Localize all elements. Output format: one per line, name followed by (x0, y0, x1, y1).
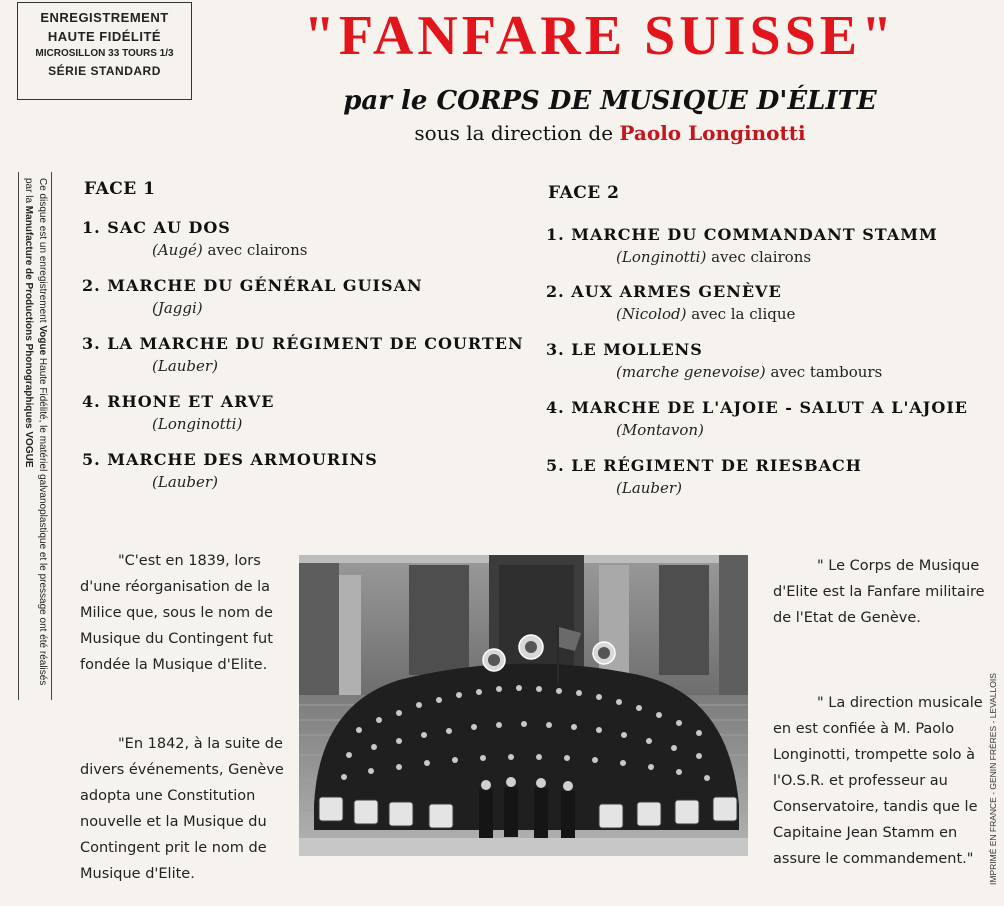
text-line: de l'Etat de Genève. (773, 610, 921, 626)
track-note (82, 239, 307, 261)
text-line: fondée la Musique d'Elite. (80, 657, 268, 673)
text-line: Contingent prit le nom de (80, 840, 267, 856)
face-1-heading: FACE 1 (84, 179, 156, 199)
track-composer: (Lauber) (152, 357, 218, 375)
track-list-item (546, 224, 938, 268)
tech-line-3: MICROSILLON 33 TOURS 1/3 (35, 48, 174, 59)
vertical-credit-text (21, 178, 49, 694)
track-detail: avec clairons (207, 241, 308, 259)
text-line: Conservatoire, tandis que le (773, 799, 978, 815)
track-composer: (Longinotti) (152, 415, 243, 433)
text-line: d'une réorganisation de la (80, 579, 271, 595)
track-composer: (Lauber) (152, 473, 218, 491)
album-subtitle: par le CORPS DE MUSIQUE D'ÉLITE (343, 86, 877, 116)
text-line: Capitaine Jean Stamm en (773, 825, 958, 841)
text-line: adopta une Constitution (80, 788, 256, 804)
track-note (546, 477, 862, 499)
text-line: Musique du Contingent fut (80, 631, 273, 647)
face-2-heading: FACE 2 (548, 183, 620, 203)
track-title: 5. MARCHE DES ARMOURINS (82, 450, 378, 469)
text-line: Musique d'Elite. (80, 866, 195, 882)
track-note (82, 413, 274, 435)
track-list-item (82, 391, 274, 435)
track-title: 5. LE RÉGIMENT DE RIESBACH (546, 456, 862, 475)
album-title: "FANFARE SUISSE" (303, 5, 897, 67)
text-line: "En 1842, à la suite de (118, 736, 283, 752)
history-paragraph-1 (80, 548, 278, 678)
text-line: Longinotti, trompette solo à (773, 747, 975, 763)
track-list-item (546, 281, 795, 325)
track-composer: (Nicolod) (616, 305, 687, 323)
track-note (546, 361, 882, 383)
band-photograph (299, 555, 748, 856)
track-title: 2. MARCHE DU GÉNÉRAL GUISAN (82, 276, 423, 295)
credit-text-b: Haute Fidélité, le matériel galvanoplastique et le pressage ont été réalisés par la (23, 178, 48, 686)
technical-info-box (17, 2, 192, 100)
tech-line-2: HAUTE FIDÉLITÉ (47, 29, 162, 44)
vertical-credit-strip (18, 172, 52, 700)
track-detail: avec clairons (711, 248, 812, 266)
text-line: " Le Corps de Musique (817, 558, 980, 574)
track-detail: avec tambours (770, 363, 883, 381)
track-composer: (Jaggi) (152, 299, 203, 317)
text-line: l'O.S.R. et professeur au (773, 773, 948, 789)
band-photo-illustration (299, 555, 748, 856)
text-line: nouvelle et la Musique du (80, 814, 267, 830)
text-line: assure le commandement." (773, 851, 974, 867)
track-note (546, 303, 795, 325)
direction-prefix: sous la direction de (414, 121, 614, 145)
direction-line (300, 119, 920, 147)
track-list-item (82, 275, 423, 319)
vogue-brand: Vogue (37, 325, 48, 356)
track-title: 1. SAC AU DOS (82, 218, 231, 237)
track-note (546, 246, 938, 268)
credit-manufacturer: Manufacture de Productions Phonographiques VOGUE (23, 205, 34, 468)
track-detail: avec la clique (691, 305, 796, 323)
track-title: 3. LE MOLLENS (546, 340, 703, 359)
text-line: " La direction musicale (817, 695, 983, 711)
track-list-item (82, 333, 524, 377)
track-title: 3. LA MARCHE DU RÉGIMENT DE COURTEN (82, 334, 524, 353)
corps-paragraph-1 (773, 553, 985, 631)
track-composer: (Lauber) (616, 479, 682, 497)
track-list-item (546, 455, 862, 499)
track-note (546, 419, 968, 441)
track-note (82, 471, 378, 493)
conductor-name: Paolo Longinotti (619, 121, 806, 145)
credit-text-a: Ce disque est un enregistrement (37, 178, 48, 323)
track-list-item (546, 339, 882, 383)
text-line: en est confiée à M. Paolo (773, 721, 955, 737)
track-list-item (82, 217, 307, 261)
text-line: "C'est en 1839, lors (118, 553, 261, 569)
track-composer: (Longinotti) (616, 248, 707, 266)
corps-paragraph-2 (773, 690, 983, 872)
track-note (82, 355, 524, 377)
track-title: 4. RHONE ET ARVE (82, 392, 275, 411)
text-line: Milice que, sous le nom de (80, 605, 273, 621)
track-title: 2. AUX ARMES GENÈVE (546, 282, 782, 301)
track-composer: (Augé) (152, 241, 203, 259)
text-line: d'Elite est la Fanfare militaire (773, 584, 985, 600)
track-list-item (546, 397, 968, 441)
history-paragraph-2 (80, 731, 284, 887)
text-line: divers événements, Genève (80, 762, 284, 778)
tech-line-4: SÉRIE STANDARD (48, 64, 161, 78)
track-composer: (Montavon) (616, 421, 704, 439)
track-title: 4. MARCHE DE L'AJOIE - SALUT A L'AJOIE (546, 398, 968, 417)
printer-note: IMPRIMÉ EN FRANCE - GENIN FRÈRES - LEVALLOIS (988, 673, 998, 885)
track-note (82, 297, 423, 319)
tech-line-1: ENREGISTREMENT (40, 10, 169, 25)
track-list-item (82, 449, 378, 493)
track-composer: (marche genevoise) (616, 363, 766, 381)
track-title: 1. MARCHE DU COMMANDANT STAMM (546, 225, 938, 244)
